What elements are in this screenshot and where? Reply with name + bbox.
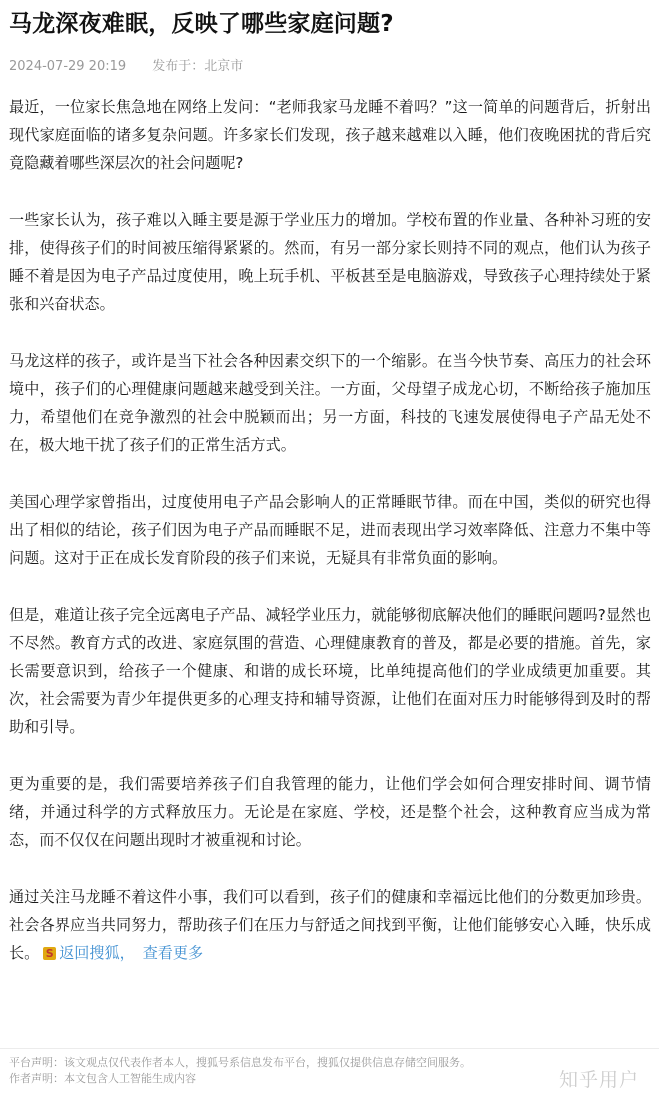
article-paragraph-1: 最近，一位家长焦急地在网络上发问：“老师我家马龙睡不着吗？”这一简单的问题背后，折射出现代家庭面临的诸多复杂问题。许多家长们发现，孩子越来越难以入睡，他们夜晚困扰的背后究竟隐藏着哪些深层次的社会问题呢? (9, 98, 651, 172)
article-paragraph-6: 更为重要的是，我们需要培养孩子们自我管理的能力，让他们学会如何合理安排时间、调节情绪，并通过科学的方式释放压力。无论是在家庭、学校，还是整个社会，这种教育应当成为常态，而不仅仅在问题出现时才被重视和讨论。 (9, 775, 651, 849)
footer-divider (0, 1048, 659, 1049)
publish-date: 2024-07-29 20:19 (9, 59, 127, 74)
article-paragraph-5: 但是，难道让孩子完全远离电子产品、减轻学业压力，就能够彻底解决他们的睡眠问题吗?显然也不尽然。教育方式的改进、家庭氛围的营造、心理健康教育的普及，都是必要的措施。首先，家长需要意识到，给孩子一个健康、和谐的成长环境，比单纯提高他们的学业成绩更加重要。其次，社会需要为青少年提供更多的心理支持和辅导资源，让他们在面对压力时能够得到及时的帮助和引导。 (9, 606, 651, 736)
publish-location: 发布于：北京市 (152, 59, 244, 74)
article-meta (9, 57, 651, 77)
article-paragraph-7 (9, 883, 651, 967)
article-paragraph-3: 马龙这样的孩子，或许是当下社会各种因素交织下的一个缩影。在当今快节奏、高压力的社会环境中，孩子们的心理健康问题越来越受到关注。一方面，父母望子成龙心切，不断给孩子施加压力，希望他们在竞争激烈的社会中脱颖而出；另一方面，科技的飞速发展使得电子产品无处不在，极大地干扰了孩子们的正常生活方式。 (9, 352, 651, 454)
article-paragraph-2: 一些家长认为，孩子难以入睡主要是源于学业压力的增加。学校布置的作业量、各种补习班的安排，使得孩子们的时间被压缩得紧紧的。然而，有另一部分家长则持不同的观点，他们认为孩子睡不着是因为电子产品过度使用，晚上玩手机、平板甚至是电脑游戏，导致孩子心理持续处于紧张和兴奋状态。 (9, 211, 651, 313)
article-paragraph-7-text: 通过关注马龙睡不着这件小事，我们可以看到，孩子们的健康和幸福远比他们的分数更加珍贵。社会各界应当共同努力，帮助孩子们在压力与舒适之间找到平衡，让他们能够安心入睡，快乐成长。 (9, 888, 651, 962)
footer-statements (9, 1055, 471, 1087)
sohu-logo-icon[interactable]: S (43, 947, 56, 960)
back-to-sohu-link[interactable]: 返回搜狐， (59, 944, 135, 962)
article-paragraph-4: 美国心理学家曾指出，过度使用电子产品会影响人的正常睡眠节律。而在中国，类似的研究也得出了相似的结论，孩子们因为电子产品而睡眠不足，进而表现出学习效率降低、注意力不集中等问题。这对于正在成长发育阶段的孩子们来说，无疑具有非常负面的影响。 (9, 493, 651, 567)
article-title: 马龙深夜难眠，反映了哪些家庭问题? (9, 11, 394, 37)
view-more-link[interactable]: 查看更多 (142, 944, 204, 962)
platform-statement: 平台声明：该文观点仅代表作者本人，搜狐号系信息发布平台，搜狐仅提供信息存储空间服务。 (9, 1056, 471, 1069)
author-statement: 作者声明：本文包含人工智能生成内容 (9, 1072, 196, 1085)
zhihu-watermark: 知乎用户 (558, 1069, 639, 1091)
